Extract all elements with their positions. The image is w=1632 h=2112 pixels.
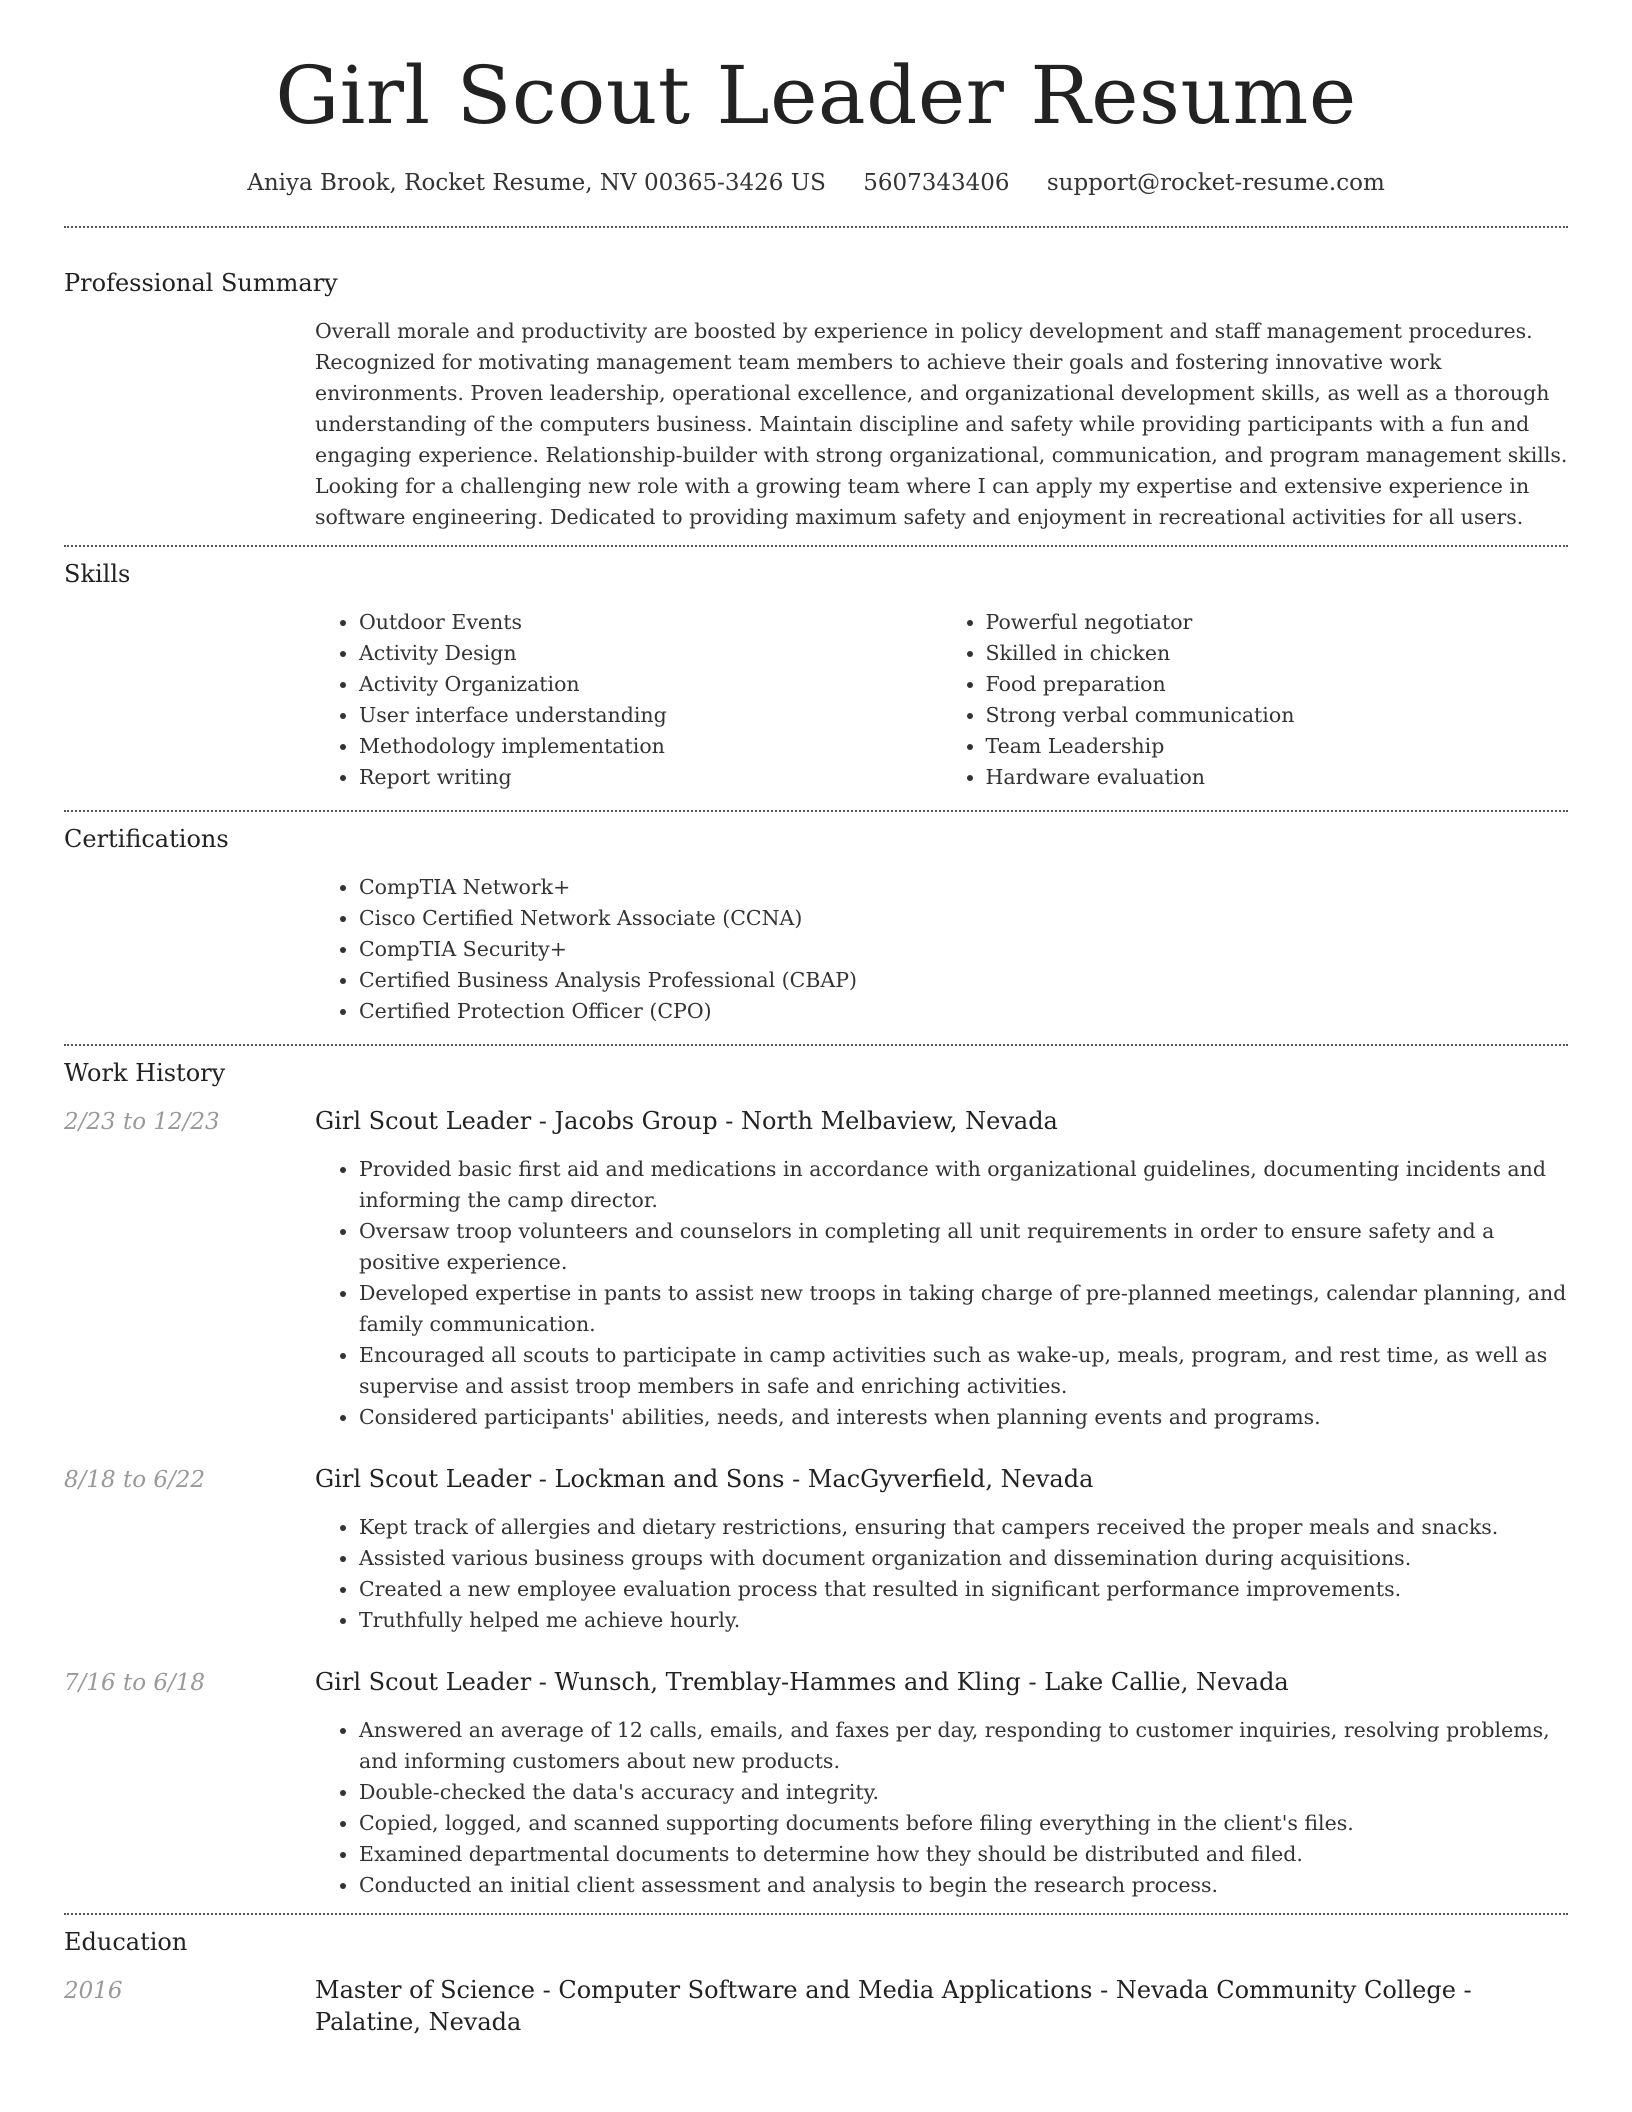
skill-item: • Outdoor Events: [359, 607, 942, 638]
job-header: [64, 1666, 1568, 1698]
job-details: [315, 1154, 1568, 1433]
contact-phone: 5607343406: [863, 170, 1010, 196]
job-bullets: [315, 1715, 1568, 1901]
skill-item: • Activity Organization: [359, 669, 942, 700]
job-entry: [64, 1666, 1568, 1901]
job-bullet: • Created a new employee evaluation process that resulted in significant performance improvements.: [359, 1574, 1568, 1605]
job-entry: [64, 1463, 1568, 1636]
job-bullet: • Truthfully helped me achieve hourly.: [359, 1605, 1568, 1636]
job-bullet: • Developed expertise in pants to assist new troops in taking charge of pre-planned meetings, calendar planning, and family communication.: [359, 1278, 1568, 1340]
certification-item: • Certified Protection Officer (CPO): [359, 996, 1568, 1027]
skill-item: • Skilled in chicken: [986, 638, 1569, 669]
skills-list-left: [315, 607, 942, 793]
job-bullet: • Encouraged all scouts to participate in camp activities such as wake-up, meals, program, and rest time, as well as supervise and assist troop members in safe and enriching activities.: [359, 1340, 1568, 1402]
job-bullet: • Examined departmental documents to determine how they should be distributed and filed.: [359, 1839, 1568, 1870]
job-bullet: • Considered participants' abilities, needs, and interests when planning events and programs.: [359, 1402, 1568, 1433]
job-dates: 8/18 to 6/22: [64, 1467, 206, 1493]
job-bullets: [315, 1154, 1568, 1433]
skills-heading: Skills: [64, 560, 131, 588]
skill-item: • Activity Design: [359, 638, 942, 669]
contact-address: Aniya Brook, Rocket Resume, NV 00365-3426 US: [247, 170, 826, 196]
job-bullet: • Provided basic first aid and medications in accordance with organizational guidelines, documenting incidents and informing the camp director.: [359, 1154, 1568, 1216]
job-bullet: • Kept track of allergies and dietary restrictions, ensuring that campers received the proper meals and snacks.: [359, 1512, 1568, 1543]
skill-item: • Strong verbal communication: [986, 700, 1569, 731]
job-details: [315, 1715, 1568, 1901]
job-bullet: • Answered an average of 12 calls, emails, and faxes per day, responding to customer inquiries, resolving problems, and informing customers about new products.: [359, 1715, 1568, 1777]
certification-item: • Certified Business Analysis Professional (CBAP): [359, 965, 1568, 996]
skill-item: • Powerful negotiator: [986, 607, 1569, 638]
work-history-heading: Work History: [64, 1059, 226, 1087]
certification-item: • CompTIA Security+: [359, 934, 1568, 965]
skills-section: [64, 547, 1568, 793]
education-header: [64, 1974, 1568, 2038]
job-header: [64, 1463, 1568, 1495]
skills-columns: [315, 607, 1568, 793]
job-title: Girl Scout Leader - Jacobs Group - North Melbaview, Nevada: [315, 1107, 1058, 1135]
job-dates: 2/23 to 12/23: [64, 1109, 220, 1135]
skills-list-right: [942, 607, 1569, 793]
job-details: [315, 1512, 1568, 1636]
skill-item: • User interface understanding: [359, 700, 942, 731]
job-bullet: • Double-checked the data's accuracy and integrity.: [359, 1777, 1568, 1808]
certifications-section: [64, 812, 1568, 1027]
job-dates: 7/16 to 6/18: [64, 1670, 206, 1696]
job-bullet: • Oversaw troop volunteers and counselors in completing all unit requirements in order to ensure safety and a positive experience.: [359, 1216, 1568, 1278]
contact-email: support@rocket-resume.com: [1046, 170, 1385, 196]
certifications-block: [315, 872, 1568, 1027]
job-bullet: • Conducted an initial client assessment and analysis to begin the research process.: [359, 1870, 1568, 1901]
job-bullet: • Assisted various business groups with document organization and dissemination during acquisitions.: [359, 1543, 1568, 1574]
education-title: Master of Science - Computer Software and Media Applications - Nevada Community College - Palatine, Nevada: [315, 1976, 1472, 2036]
job-bullet: • Copied, logged, and scanned supporting documents before filing everything in the client's files.: [359, 1808, 1568, 1839]
education-heading: Education: [64, 1928, 188, 1956]
job-bullets: [315, 1512, 1568, 1636]
certifications-heading: Certifications: [64, 825, 229, 853]
summary-heading: Professional Summary: [64, 269, 338, 297]
education-entry: [64, 1974, 1568, 2038]
certification-item: • Cisco Certified Network Associate (CCNA): [359, 903, 1568, 934]
skill-item: • Methodology implementation: [359, 731, 942, 762]
job-title: Girl Scout Leader - Wunsch, Tremblay-Hammes and Kling - Lake Callie, Nevada: [315, 1668, 1289, 1696]
skill-item: • Report writing: [359, 762, 942, 793]
resume-title: Girl Scout Leader Resume: [275, 49, 1357, 142]
contact-line: [64, 170, 1568, 196]
education-year: 2016: [64, 1978, 123, 2004]
skill-item: • Food preparation: [986, 669, 1569, 700]
skill-item: • Hardware evaluation: [986, 762, 1569, 793]
skill-item: • Team Leadership: [986, 731, 1569, 762]
summary-section: [64, 228, 1568, 533]
certification-item: • CompTIA Network+: [359, 872, 1568, 903]
job-title: Girl Scout Leader - Lockman and Sons - MacGyverfield, Nevada: [315, 1465, 1094, 1493]
job-header: [64, 1105, 1568, 1137]
work-history-section: [64, 1046, 1568, 1901]
certifications-list: [315, 872, 1568, 1027]
summary-text: Overall morale and productivity are boosted by experience in policy development and staff management procedures. Recognized for motivating management team members to achieve their goals and fostering innovative work environments. Proven leadership, operational excellence, and organizational development skills, as well as a thorough understanding of the computers business. Maintain discipline and safety while providing participants with a fun and engaging experience. Relationship-builder with strong organizational, communication, and program management skills. Looking for a challenging new role with a growing team where I can apply my expertise and extensive experience in software engineering. Dedicated to providing maximum safety and enjoyment in recreational activities for all users.: [315, 319, 1568, 529]
education-section: [64, 1915, 1568, 2038]
job-entry: [64, 1105, 1568, 1433]
